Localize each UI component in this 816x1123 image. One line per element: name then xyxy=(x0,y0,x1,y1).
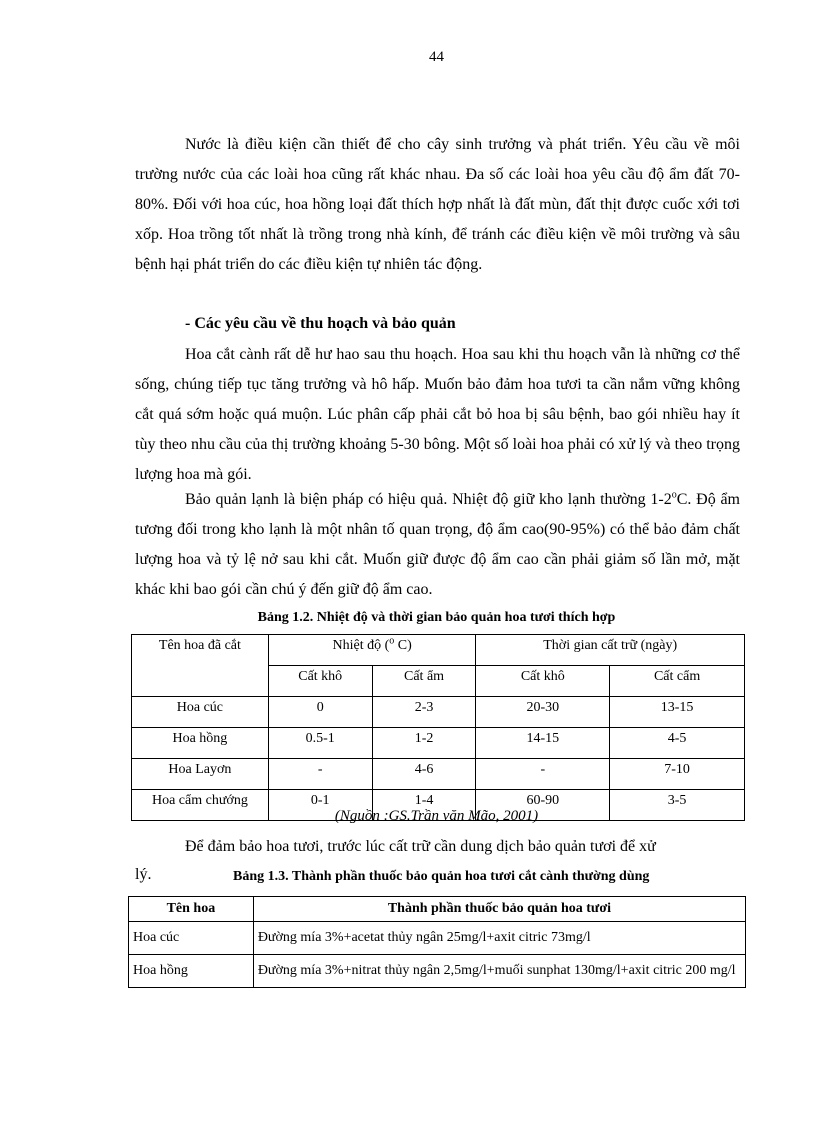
table-cell: Hoa Layơn xyxy=(132,759,269,790)
subheader-cell: Cất khô xyxy=(268,666,372,697)
preservative-composition-table xyxy=(128,896,746,988)
subheader-cell: Cất khô xyxy=(476,666,610,697)
page-number: 44 xyxy=(429,49,444,65)
table-cell: Đường mía 3%+acetat thủy ngân 25mg/l+axit citric 73mg/l xyxy=(253,922,745,955)
table-header-row xyxy=(132,635,745,666)
subheader-cell: Cất cẩm xyxy=(610,666,745,697)
header-composition: Thành phần thuốc bảo quản hoa tươi xyxy=(253,897,745,922)
header-temperature-unit: C) xyxy=(394,638,412,653)
paragraph-water-requirements: Nước là điều kiện cần thiết để cho cây sinh trưởng và phát triển. Yêu cầu về môi trường nước của các loài hoa cũng rất khác nhau. Đa số các loài hoa yêu cầu độ ẩm đất 70-80%. Đối với hoa cúc, hoa hồng loại đất thích hợp nhất là đất mùn, đất thịt được cuốc xới tơi xốp. Hoa trồng tốt nhất là trồng trong nhà kính, để tránh các điều kiện về môi trường và sâu bệnh hại phát triển do các điều kiện tự nhiên tác động. xyxy=(135,136,740,273)
header-flower-name: Tên hoa xyxy=(129,897,254,922)
paragraph-harvest: Hoa cắt cành rất dễ hư hao sau thu hoạch. Hoa sau khi thu hoạch vẫn là những cơ thể sống, chúng tiếp tục tăng trưởng và hô hấp. Muốn bảo đảm hoa tươi ta cần nắm vững không cắt quá sớm hoặc quá muộn. Lúc phân cấp phải cắt bỏ hoa bị sâu bệnh, bao gói nhiều hay ít tùy theo nhu cầu của thị trường khoảng 5-30 bông. Một số loài hoa phải có xử lý và theo trọng lượng hoa mà gói. xyxy=(135,346,740,483)
header-storage-time: Thời gian cất trữ (ngày) xyxy=(476,635,745,666)
storage-temperature-table xyxy=(131,634,745,821)
table-cell: 1-4 xyxy=(372,790,476,821)
table-header-row xyxy=(129,897,746,922)
table-row xyxy=(132,697,745,728)
header-temperature xyxy=(268,635,476,666)
table-cell: 13-15 xyxy=(610,697,745,728)
table-row xyxy=(132,759,745,790)
table-cell: 3-5 xyxy=(610,790,745,821)
table-row xyxy=(129,955,746,988)
header-flower-name: Tên hoa đã cắt xyxy=(132,635,269,697)
table-row xyxy=(132,728,745,759)
table2-caption: Bảng 1.3. Thành phần thuốc bảo quản hoa tươi cắt cành thường dùng xyxy=(233,869,650,884)
paragraph-cold-storage-part2: C. Độ ẩm tương đối trong kho lạnh là một nhân tố quan trọng, độ ẩm cao(90-95%) có thể bảo đảm chất lượng hoa và tỷ lệ nở sau khi cắt. Muốn giữ được độ ẩm cao cần phải giảm số lần mở, mặt khác khi bao gói cần chú ý đến giữ độ ẩm cao. xyxy=(135,491,741,598)
table-row xyxy=(129,922,746,955)
section-heading-harvest-storage: - Các yêu cầu về thu hoạch và bảo quản xyxy=(185,315,456,332)
table1-caption: Bảng 1.2. Nhiệt độ và thời gian bảo quản hoa tươi thích hợp xyxy=(257,610,616,625)
table-cell: 14-15 xyxy=(476,728,610,759)
table-cell: 4-5 xyxy=(610,728,745,759)
table-cell: - xyxy=(476,759,610,790)
table-cell: Hoa cúc xyxy=(132,697,269,728)
paragraph-preservation-solution: Để đảm bảo hoa tươi, trước lúc cất trữ cần dung dịch bảo quản tươi để xử xyxy=(185,838,656,855)
table-cell: 2-3 xyxy=(372,697,476,728)
header-degree-sup: o xyxy=(389,635,395,647)
table-cell: Hoa hồng xyxy=(129,955,254,988)
table-cell: 7-10 xyxy=(610,759,745,790)
table-cell: 0-1 xyxy=(268,790,372,821)
table-cell: 1-2 xyxy=(372,728,476,759)
table-cell: 60-90 xyxy=(476,790,610,821)
paragraph-cold-storage-part1: Bảo quản lạnh là biện pháp có hiệu quả. Nhiệt độ giữ kho lạnh thường 1-2 xyxy=(185,491,672,508)
table-cell: - xyxy=(268,759,372,790)
table-cell: Hoa cúc xyxy=(129,922,254,955)
paragraph-preservation-solution-end: lý. xyxy=(135,866,152,883)
table-cell: Hoa hồng xyxy=(132,728,269,759)
header-temperature-label: Nhiệt độ ( xyxy=(332,638,390,653)
table-cell: 0.5-1 xyxy=(268,728,372,759)
table-cell: 0 xyxy=(268,697,372,728)
subheader-cell: Cất ẩm xyxy=(372,666,476,697)
table-cell: Hoa cẩm chướng xyxy=(132,790,269,821)
degree-superscript: o xyxy=(671,489,677,501)
table-cell: 20-30 xyxy=(476,697,610,728)
table1-source: (Nguồn :GS.Trần văn Mão, 2001) xyxy=(334,808,539,824)
table-cell: 4-6 xyxy=(372,759,476,790)
paragraph-cold-storage xyxy=(135,485,740,605)
table-cell: Đường mía 3%+nitrat thủy ngân 2,5mg/l+muối sunphat 130mg/l+axit citric 200 mg/l xyxy=(253,955,745,988)
